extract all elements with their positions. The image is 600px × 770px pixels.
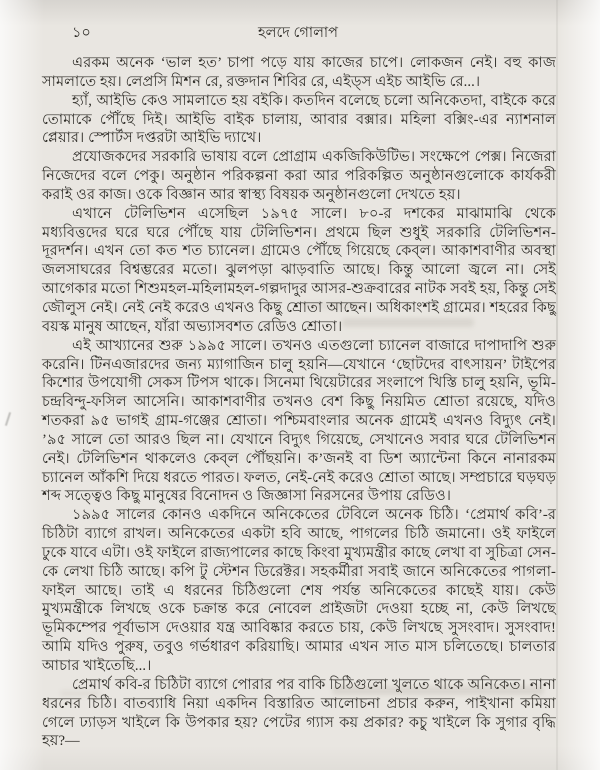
page-header (42, 22, 554, 42)
running-title: হলদে গোলাপ (258, 25, 338, 41)
bleedthrough-mark (332, 686, 544, 695)
pencil-mark (5, 412, 11, 426)
paragraph: প্রযোজকদের সরকারি ভাষায় বলে প্রোগ্রাম একজিকিউটিভ। সংক্ষেপে পেক্স। নিজেরা নিজেদের বলে পেকু। অনুষ্ঠান পরিকল্পনা করা আর পরিকল্পিত অনুষ্ঠানগুলোকে কার্যকরী করাই ওর কাজ। ওকে বিজ্ঞান আর স্বাস্থ্য বিষয়ক অনুষ্ঠানগুলো দেখতে হয়। (42, 149, 556, 203)
paragraph: প্রেমার্থ কবি-র চিঠিটা ব্যাগে পোরার পর বাকি চিঠিগুলো খুলতে থাকে অনিকেত। নানা ধরনের চিঠি। বাতব্যাধি নিয়া একদিন বিস্তারিত আলোচনা প্রচার করুন, পাইখানা কমিয়া গেলে ঢ্যাড়স খাইলে কি উপকার হয়? পেটের গ্যাস কয় প্রকার? কচু খাইলে কি সুগার বৃদ্ধি হয়?— (42, 676, 556, 750)
paragraph: ১৯৯৫ সালের কোনও একদিনে অনিকেতের টেবিলে অনেক চিঠি। ‘প্রেমার্থ কবি’-র চিঠিটা ব্যাগে রাখল। অনিকেতের একটা হবি আছে, পাগলের চিঠি জমানো। ওই ফাইলে ঢুকে যাবে এটা। ওই ফাইলে রাজ্যপালের কাছে কিংবা মুখ্যমন্ত্রীর কাছে লেখা বা সুচিত্রা সেন-কে লেখা চিঠি আছে। কপি টু স্টেশন ডিরেক্টর। সহকর্মীরা সবাই জানে অনিকেতের পাগলা-ফাইল আছে। তাই এ ধরনের চিঠিগুলো শেষ পর্যন্ত অনিকেতের কাছেই যায়। কেউ মুখ্যমন্ত্রীকে লিখছে ওকে চক্রান্ত করে নোবেল প্রাইজটা দেওয়া হচ্ছে না, কেউ লিখছে ভূমিকম্পের পূর্বাভাস দেওয়ার যন্ত্র আবিষ্কার করতে চায়, কেউ লিখছে সুসংবাদ। সুসংবাদ! আমি যদিও পুরুষ, তবুও গর্ভধারণ করিয়াছি। আমার এখন সাত মাস চলিতেছে। চালতার আচার খাইতেছি...। (42, 507, 556, 674)
page-edge-shadow (556, 0, 558, 770)
bleedthrough-mark (342, 318, 474, 327)
bleedthrough-mark (60, 690, 100, 697)
page-number: ১০ (72, 25, 91, 41)
paragraph: হ্যাঁ, আইভি কেও সামলাতে হয় বইকি। কতদিন বলেছে চলো অনিকেতদা, বাইকে করে তোমাকে পৌঁছে দিই। আইভি বাইক চালায়, আবার বক্সার। মহিলা বক্সিং-এর ন্যাশনাল প্লেয়ার। স্পোর্টস দপ্তরটা আইভি দ্যাখে। (42, 92, 556, 147)
paragraph: এই আখ্যানের শুরু ১৯৯৫ সালে। তখনও এতগুলো চ্যানেল বাজারে দাপাদাপি শুরু করেনি। টিনএজারদের জন্য ম্যাগাজিন চালু হয়নি—যেখানে ‘ছোটদের বাৎসায়ন’ টাইপের কিশোর উপযোগী সেকস টিপস থাকে। সিনেমা থিয়েটারের সংলাপে খিস্তি চালু হয়নি, ভূমি-চন্দ্রবিন্দু-ফসিল আসেনি। আকাশবাণীর তখনও বেশ কিছু নিয়মিত শ্রোতা রয়েছে, যদিও শতকরা ৯৫ ভাগই গ্রাম-গঞ্জের শ্রোতা। পশ্চিমবাংলার অনেক গ্রামেই এখনও বিদ্যুৎ নেই। ’৯৫ সালে তো আরও ছিল না। যেখানে বিদ্যুৎ গিয়েছে, সেখানেও সবার ঘরে টেলিভিশন নেই। টেলিভিশন থাকলেও কেব্‌ল পৌঁছয়নি। ক’জনই বা ডিশ অ্যান্টেনা কিনে নানারকম চ্যানেল আঁকশি দিয়ে ধরতে পারত। ফলত, নেই-নেই করেও শ্রোতা আছে। সম্প্রচারে ঘড়ঘড় শব্দ সত্ত্বেও কিছু মানুষের বিনোদন ও জিজ্ঞাসা নিরসনের উপায় রেডিও। (42, 337, 556, 505)
body-text (42, 54, 556, 751)
paragraph: এখানে টেলিভিশন এসেছিল ১৯৭৫ সালে। ৮০-র দশকের মাঝামাঝি থেকে মধ্যবিত্তদের ঘরে ঘরে পৌঁছে যায় টেলিভিশন। প্রথমে ছিল শুধুই সরকারি টেলিভিশন-দূরদর্শন। এখন তো কত শত চ্যানেল। গ্রামেও পৌঁছে গিয়েছে কেব্‌ল। আকাশবাণীর অবস্থা জলসাঘরের বিশ্বম্ভরের মতো। ঝুলপড়া ঝাড়বাতি আছে। কিন্তু আলো জ্বলে না। সেই আগেকার মতো শিশুমহল-মহিলামহল-গল্পদাদুর আসর-শুক্রবারের নাটক সবই হয়, কিন্তু সেই জৌলুস নেই। নেই নেই করেও এখনও কিছু শ্রোতা আছেন। অধিকাংশই গ্রামের। শহরের কিছু বয়স্ক মানুষ আছেন, যাঁরা অভ্যাসবশত রেডিও শ্রোতা। (42, 205, 556, 335)
paragraph: এরকম অনেক ‘ভাল হত’ চাপা পড়ে যায় কাজের চাপে। লোকজন নেই। বহু কাজ সামলাতে হয়। লেপ্রসি মিশন রে, রক্তদান শিবির রে, এইড্‌স এইচ আইভি রে...। (42, 55, 556, 90)
bleedthrough-mark (300, 302, 360, 309)
